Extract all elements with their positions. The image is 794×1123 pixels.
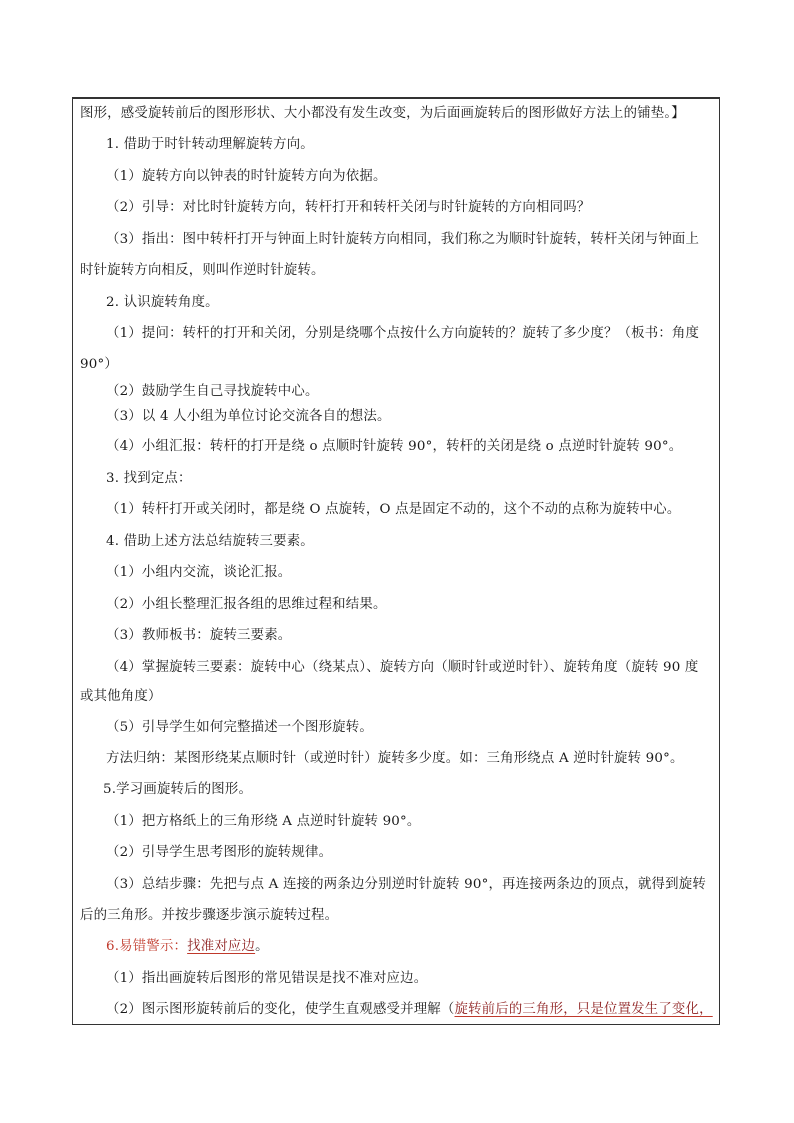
paragraph-line: 1. 借助于时针转动理解旋转方向。 xyxy=(106,137,314,152)
paragraph-line: （3）总结步骤：先把与点 A 连接的两条边分别逆时针旋转 90°，再连接两条边的顶点，就得到旋转 xyxy=(106,877,706,892)
paragraph-line: 2. 认识旋转角度。 xyxy=(106,295,219,310)
paragraph-line: （2）引导学生思考图形的旋转规律。 xyxy=(106,845,333,860)
table-top-border xyxy=(73,98,719,99)
paragraph-line: 5.学习画旋转后的图形。 xyxy=(103,782,253,797)
paragraph-line: （2）引导：对比时针旋转方向，转杆打开和转杆关闭与时针旋转的方向相同吗？ xyxy=(106,200,591,215)
paragraph-line: （1）旋转方向以钟表的时针旋转方向为依据。 xyxy=(106,169,387,184)
warning-text: 找准对应边 xyxy=(187,939,256,954)
paragraph-line: （1）小组内交流，谈论汇报。 xyxy=(106,565,292,580)
paragraph-line: 后的三角形。并按步骤逐步演示旋转过程。 xyxy=(80,908,339,923)
paragraph-line: 图形，感受旋转前后的图形形状、大小都没有发生改变，为后面画旋转后的图形做好方法上的铺垫。】 xyxy=(80,106,685,121)
paragraph-line: 或其他角度） xyxy=(80,689,162,704)
paragraph-line: （3）指出：图中转杆打开与钟面上时针旋转方向相同，我们称之为顺时针旋转，转杆关闭与钟面上 xyxy=(106,232,700,247)
paragraph-line: 3. 找到定点： xyxy=(106,471,192,486)
paragraph-line: （4）小组汇报：转杆的打开是绕 o 点顺时针旋转 90°，转杆的关闭是绕 o 点逆时针旋转 90°。 xyxy=(106,439,683,454)
paragraph-line: （1）指出画旋转后图形的常见错误是找不准对应边。 xyxy=(106,971,428,986)
paragraph-line: 时针旋转方向相反，则叫作逆时针旋转。 xyxy=(80,263,325,278)
lesson-plan-table-cell xyxy=(72,97,720,1025)
paragraph-line: （1）提问：转杆的打开和关闭，分别是绕哪个点按什么方向旋转的？旋转了多少度？（板书：角度 xyxy=(106,326,700,341)
paragraph-line: （3）以 4 人小组为单位讨论交流各自的想法。 xyxy=(106,409,391,424)
paragraph-line: （2）小组长整理汇报各组的思维过程和结果。 xyxy=(106,597,387,612)
paragraph-line: （3）教师板书：旋转三要素。 xyxy=(106,628,292,643)
warning-end: 。 xyxy=(255,939,269,954)
paragraph-line: 方法归纳：某图形绕某点顺时针（或逆时针）旋转多少度。如：三角形绕点 A 逆时针旋转 90°。 xyxy=(106,751,684,766)
paragraph-line: （2）鼓励学生自己寻找旋转中心。 xyxy=(106,384,319,399)
final-line-start: （2）图示图形旋转前后的变化，使学生直观感受并理解（ xyxy=(106,1002,455,1017)
paragraph-line: （1）转杆打开或关闭时，都是绕 O 点旋转，O 点是固定不动的，这个不动的点称为旋转中心。 xyxy=(106,502,681,517)
paragraph-line: （5）引导学生如何完整描述一个图形旋转。 xyxy=(106,720,373,735)
warning-line xyxy=(73,938,719,956)
paragraph-line: 4. 借助上述方法总结旋转三要素。 xyxy=(106,534,314,549)
final-line xyxy=(73,1001,719,1019)
final-line-underlined: 旋转前后的三角形，只是位置发生了变化， xyxy=(454,1002,713,1017)
paragraph-line: 90°） xyxy=(80,357,118,372)
paragraph-line: （4）掌握旋转三要素：旋转中心（绕某点）、旋转方向（顺时针或逆时针）、旋转角度（旋转 90 度 xyxy=(106,660,699,675)
warning-label: 6.易错警示： xyxy=(106,939,188,954)
paragraph-line: （1）把方格纸上的三角形绕 A 点逆时针旋转 90°。 xyxy=(106,814,421,829)
